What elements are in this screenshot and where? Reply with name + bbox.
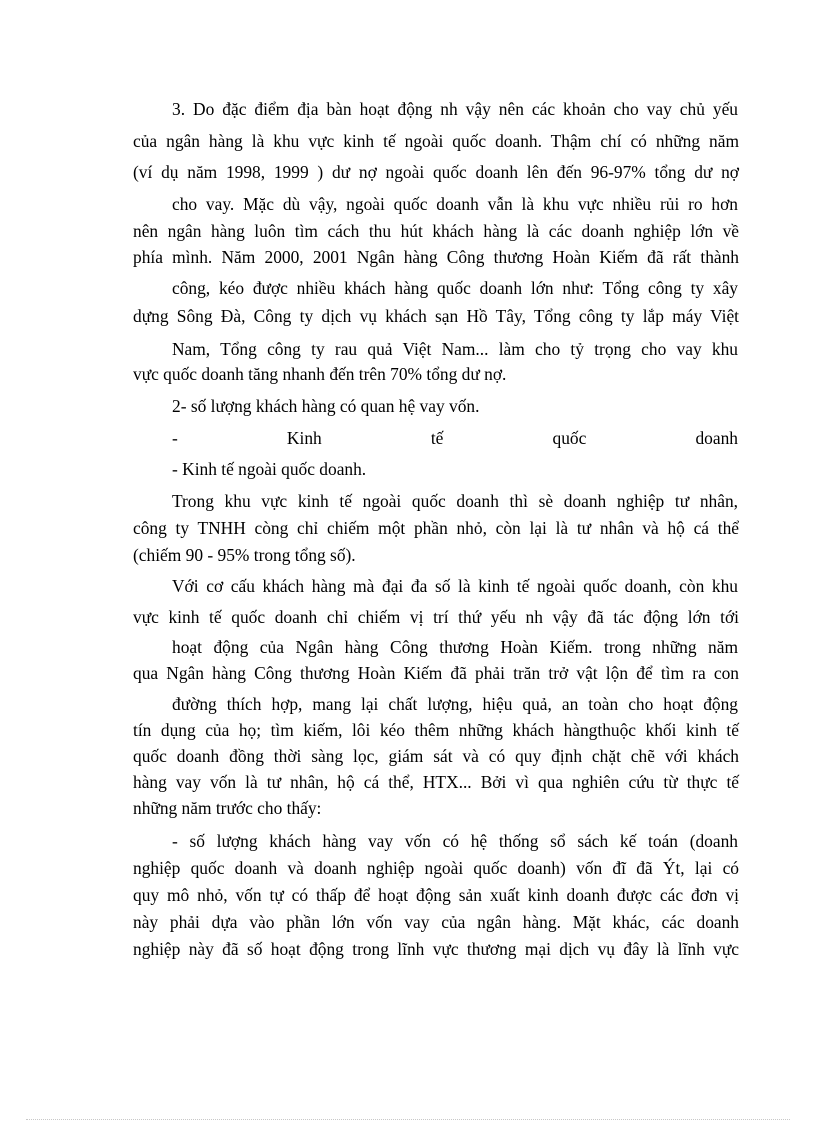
text-line: nghiệp quốc doanh và doanh nghiệp ngoài quốc doanh) vốn đĩ đã Ýt, lại có xyxy=(133,858,739,878)
text-line: đường thích hợp, mang lại chất lượng, hiệu quả, an toàn cho hoạt động xyxy=(172,694,738,714)
text-line: công, kéo được nhiều khách hàng quốc doanh lớn như: Tổng công ty xây xyxy=(172,278,738,298)
text-line: 3. Do đặc điểm địa bàn hoạt động nh vậy nên các khoản cho vay chủ yếu xyxy=(172,99,738,119)
text-line: vực quốc doanh tăng nhanh đến trên 70% tổng dư nợ. xyxy=(133,364,507,384)
text-line: này phải dựa vào phần lớn vốn vay của ngân hàng. Mặt khác, các doanh xyxy=(133,912,739,932)
text-line: Trong khu vực kinh tế ngoài quốc doanh thì sè doanh nghiệp tư nhân, xyxy=(172,491,738,511)
text-line: hoạt động của Ngân hàng Công thương Hoàn Kiếm. trong những năm xyxy=(172,637,738,657)
list-item: - Kinh tế ngoài quốc doanh. xyxy=(172,459,367,479)
text-line: phía mình. Năm 2000, 2001 Ngân hàng Công thương Hoàn Kiếm đã rất thành xyxy=(133,247,739,267)
text-line: (ví dụ năm 1998, 1999 ) dư nợ ngoài quốc doanh lên đến 96-97% tổng dư nợ xyxy=(133,162,739,182)
list-item: - Kinh tế quốc doanh xyxy=(172,428,738,448)
text-line: - số lượng khách hàng vay vốn có hệ thống sổ sách kế toán (doanh xyxy=(172,831,738,851)
text-line: cho vay. Mặc dù vậy, ngoài quốc doanh vẫn là khu vực nhiều rủi ro hơn xyxy=(172,194,738,214)
text-line: nghiệp này đã số hoạt động trong lĩnh vực thương mại dịch vụ đây là lĩnh vực xyxy=(133,939,739,959)
text-line: (chiếm 90 - 95% trong tổng số). xyxy=(133,545,356,565)
text-line: Nam, Tổng công ty rau quả Việt Nam... làm cho tỷ trọng cho vay khu xyxy=(172,339,738,359)
text-line: vực kinh tế quốc doanh chỉ chiếm vị trí thứ yếu nh vậy đã tác động lớn tới xyxy=(133,607,739,627)
text-line: quy mô nhỏ, vốn tự có thấp để hoạt động sản xuất kinh doanh được các đơn vị xyxy=(133,885,739,905)
text-line: hàng vay vốn là tư nhân, hộ cá thể, HTX... Bởi vì qua nghiên cứu từ thực tế xyxy=(133,772,739,792)
text-line: nên ngân hàng luôn tìm cách thu hút khách hàng là các doanh nghiệp lớn về xyxy=(133,221,739,241)
section-heading: 2- số lượng khách hàng có quan hệ vay vốn. xyxy=(172,396,480,416)
text-line: qua Ngân hàng Công thương Hoàn Kiếm đã phải trăn trở vật lộn để tìm ra con xyxy=(133,663,739,683)
text-line: những năm trước cho thấy: xyxy=(133,798,322,818)
text-line: Với cơ cấu khách hàng mà đại đa số là kinh tế ngoài quốc doanh, còn khu xyxy=(172,576,738,596)
text-line: tín dụng của họ; tìm kiếm, lôi kéo thêm những khách hàngthuộc khối kinh tế xyxy=(133,720,739,740)
page-footer-divider xyxy=(26,1119,790,1120)
text-line: dựng Sông Đà, Công ty dịch vụ khách sạn Hồ Tây, Tổng công ty lắp máy Việt xyxy=(133,306,739,326)
text-line: của ngân hàng là khu vực kinh tế ngoài quốc doanh. Thậm chí có những năm xyxy=(133,131,739,151)
text-line: quốc doanh đồng thời sàng lọc, giám sát và có quy định chặt chẽ với khách xyxy=(133,746,739,766)
text-line: công ty TNHH còng chỉ chiếm một phần nhỏ, còn lại là tư nhân và hộ cá thể xyxy=(133,518,739,538)
